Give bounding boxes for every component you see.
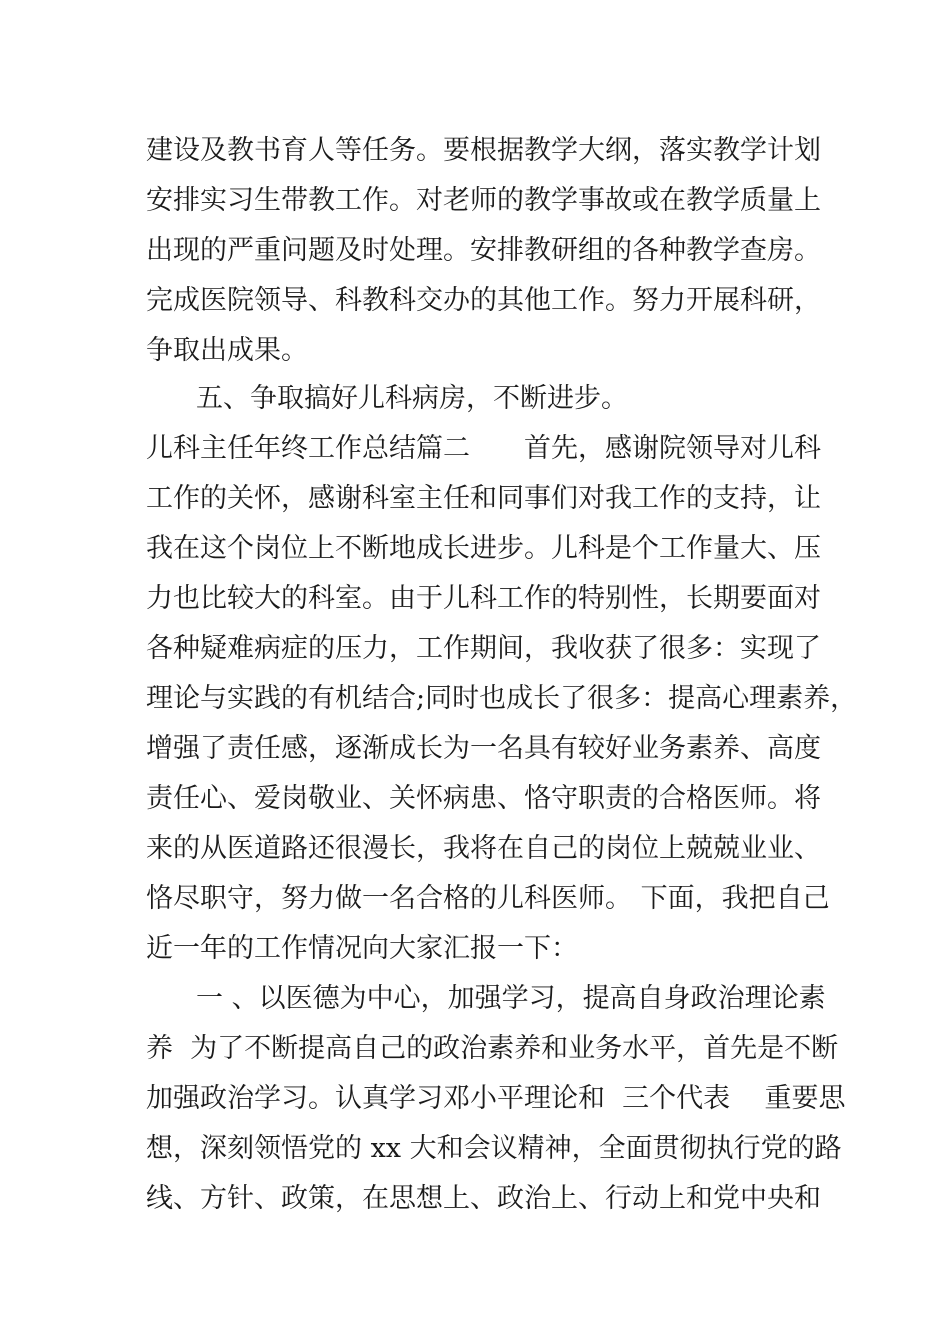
text-line: 增强了责任感，逐渐成长为一名具有较好业务素养、高度 (146, 733, 821, 764)
text-line: 各种疑难病症的压力，工作期间，我收获了很多：实现了 (146, 633, 821, 664)
text-line: 争取出成果。 (146, 335, 308, 366)
text-line: 完成医院领导、科教科交办的其他工作。努力开展科研， (146, 285, 821, 316)
section-heading: 一 、以医德为中心，加强学习，提高自身政治理论素 (196, 983, 826, 1014)
text-line: 安排实习生带教工作。对老师的教学事故或在教学质量上 (146, 185, 821, 216)
text-line: 近一年的工作情况向大家汇报一下： (146, 933, 578, 964)
text-line: 养 为了不断提高自己的政治素养和业务水平，首先是不断 (146, 1033, 839, 1064)
text-line: 工作的关怀，感谢科室主任和同事们对我工作的支持，让 (146, 483, 821, 514)
text-line: 恪尽职守，努力做一名合格的儿科医师。 下面，我把自己 (146, 883, 830, 914)
text-line: 建设及教书育人等任务。要根据教学大纲，落实教学计划 (146, 135, 821, 166)
text-line: 责任心、爱岗敬业、关怀病患、恪守职责的合格医师。将 (146, 783, 821, 814)
text-line: 出现的严重问题及时处理。安排教研组的各种教学查房。 (146, 235, 821, 266)
section-heading: 五、争取搞好儿科病房，不断进步。 (196, 383, 628, 414)
text-line: 力也比较大的科室。由于儿科工作的特别性，长期要面对 (146, 583, 821, 614)
text-line: 想，深刻领悟党的 xx 大和会议精神，全面贯彻执行党的路 (146, 1133, 842, 1164)
text-line: 来的从医道路还很漫长，我将在自己的岗位上兢兢业业、 (146, 833, 821, 864)
text-line: 线、方针、政策，在思想上、政治上、行动上和党中央和 (146, 1183, 821, 1214)
text-line: 理论与实践的有机结合;同时也成长了很多：提高心理素养， (146, 683, 858, 714)
text-line: 我在这个岗位上不断地成长进步。儿科是个工作量大、压 (146, 533, 821, 564)
text-line: 儿科主任年终工作总结篇二 首先，感谢院领导对儿科 (146, 433, 821, 464)
text-line: 加强政治学习。认真学习邓小平理论和 三个代表 重要思 (146, 1083, 846, 1114)
